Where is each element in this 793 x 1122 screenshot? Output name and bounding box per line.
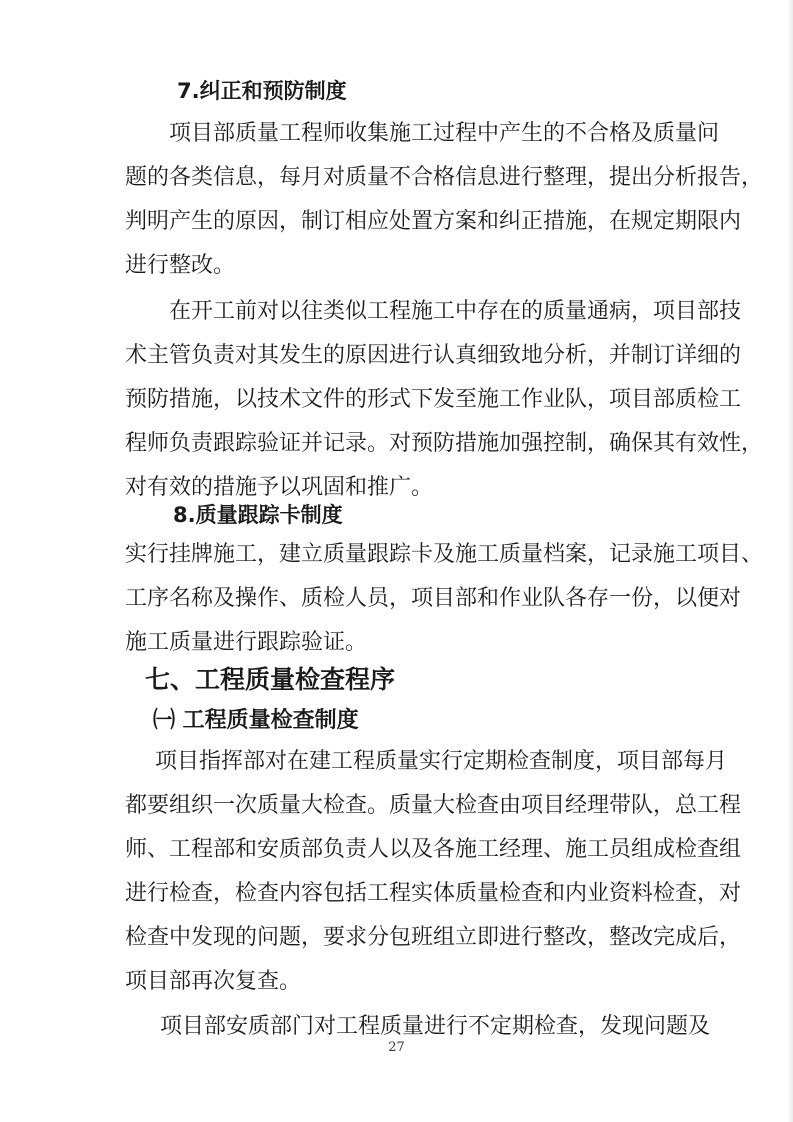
paragraph-line: 项目指挥部对在建工程质量实行定期检查制度，项目部每月 [155,749,728,774]
chapter-heading: 七、工程质量检查程序 [145,665,396,694]
paragraph-line: 项目部再次复查。 [125,969,302,994]
paragraph-line: 施工质量进行跟踪验证。 [125,630,368,655]
page-number: 27 [388,1040,405,1055]
paragraph-line: 项目部质量工程师收集施工过程中产生的不合格及质量问 [169,121,720,146]
section-7-heading: 7.纠正和预防制度 [177,79,347,103]
paragraph-line: 程师负责跟踪验证并记录。对预防措施加强控制，确保其有效性， [125,431,764,456]
scan-edge-shadow [787,0,793,1122]
subsection-heading: ㈠ 工程质量检查制度 [153,708,359,733]
paragraph-line: 术主管负责对其发生的原因进行认真细致地分析，并制订详细的 [125,343,742,368]
section-8-heading: 8.质量跟踪卡制度 [173,503,343,527]
paragraph-line: 都要组织一次质量大检查。质量大检查由项目经理带队，总工程 [125,793,742,818]
paragraph-line: 实行挂牌施工，建立质量跟踪卡及施工质量档案，记录施工项目、 [125,542,764,567]
paragraph-line: 题的各类信息，每月对质量不合格信息进行整理，提出分析报告， [125,165,764,190]
paragraph-line: 师、工程部和安质部负责人以及各施工经理、施工员组成检查组 [125,837,742,862]
paragraph-line: 检查中发现的问题，要求分包班组立即进行整改，整改完成后， [125,925,742,950]
paragraph-line: 工序名称及操作、质检人员，项目部和作业队各存一份，以便对 [125,586,742,611]
paragraph-line: 进行检查，检查内容包括工程实体质量检查和内业资料检查，对 [125,881,742,906]
paragraph-line: 对有效的措施予以巩固和推广。 [125,475,434,500]
paragraph-line: 进行整改。 [125,253,236,278]
paragraph-line: 项目部安质部门对工程质量进行不定期检查，发现问题及 [160,1014,711,1039]
paragraph-line: 判明产生的原因，制订相应处置方案和纠正措施，在规定期限内 [125,209,742,234]
paragraph-line: 在开工前对以往类似工程施工中存在的质量通病，项目部技 [169,299,742,324]
paragraph-line: 预防措施，以技术文件的形式下发至施工作业队，项目部质检工 [125,387,742,412]
